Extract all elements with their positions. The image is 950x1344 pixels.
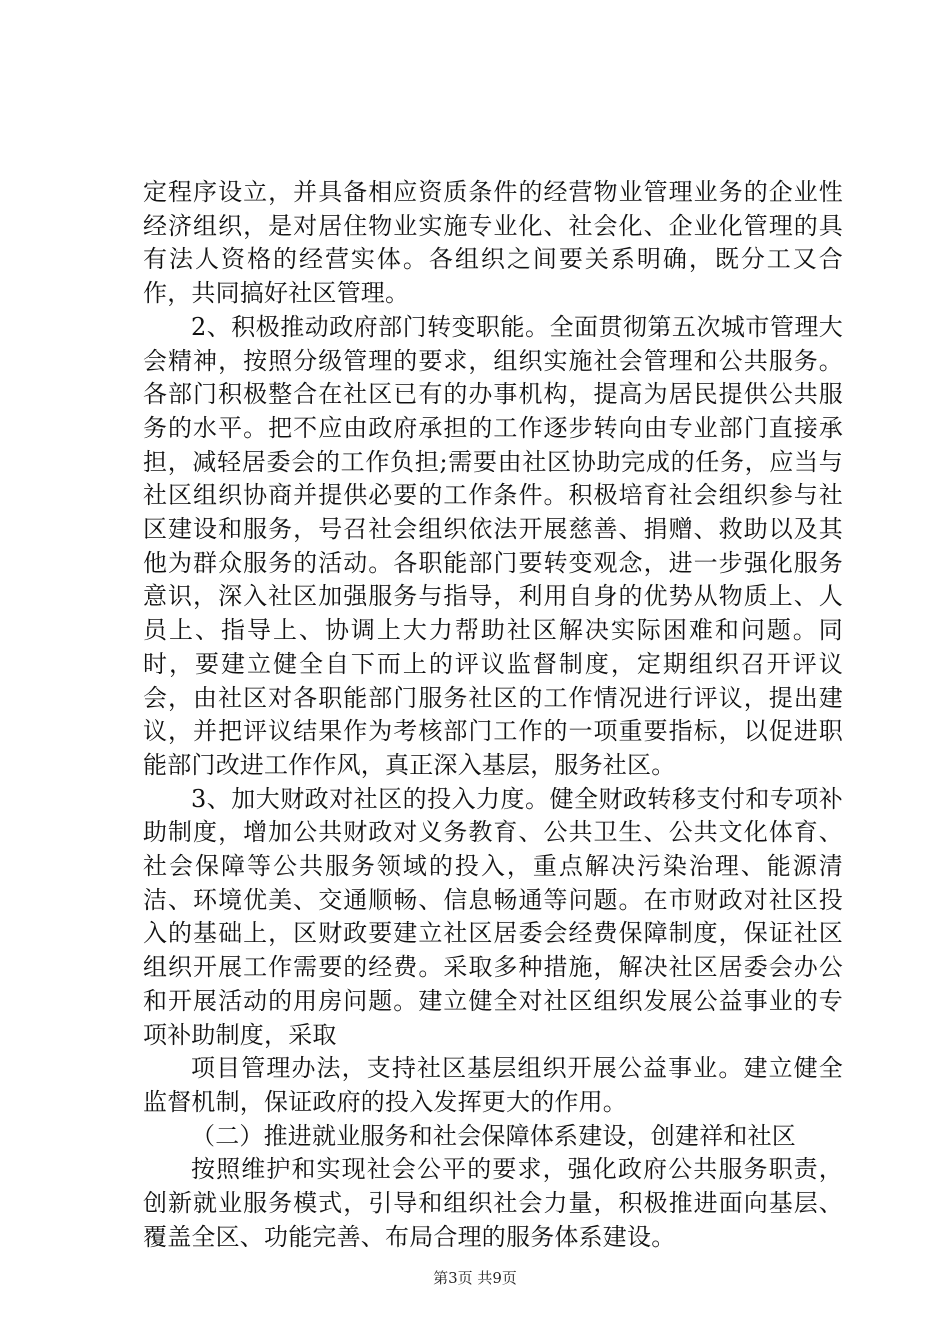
paragraph-employment-services: 按照维护和实现社会公平的要求，强化政府公共服务职责，创新就业服务模式，引导和组织社会力量，积极推进面向基层、覆盖全区、功能完善、布局合理的服务体系建设。 (143, 1155, 843, 1251)
paragraph-item-3: 3、加大财政对社区的投入力度。健全财政转移支付和专项补助制度，增加公共财政对义务教育、公共卫生、公共文化体育、社会保障等公共服务领域的投入，重点解决污染治理、能源清洁、环境优美、交通顺畅、信息畅通等问题。在市财政对社区投入的基础上，区财政要建立社区居委会经费保障制度，保证社区组织开展工作需要的经费。采取多种措施，解决社区居委会办公和开展活动的用房问题。建立健全对社区组织发展公益事业的专项补助制度，采取 (143, 784, 843, 1049)
document-body (143, 176, 843, 1255)
page-footer: 第3页 共9页 (433, 1269, 517, 1287)
paragraph-continuation: 定程序设立，并具备相应资质条件的经营物业管理业务的企业性经济组织，是对居住物业实施专业化、社会化、企业化管理的具有法人资格的经营实体。各组织之间要关系明确，既分工又合作，共同搞好社区管理。 (143, 178, 843, 308)
paragraph-project-management: 项目管理办法，支持社区基层组织开展公益事业。建立健全监督机制，保证政府的投入发挥更大的作用。 (143, 1054, 843, 1116)
paragraph-item-2: 2、积极推动政府部门转变职能。全面贯彻第五次城市管理大会精神，按照分级管理的要求，组织实施社会管理和公共服务。各部门积极整合在社区已有的办事机构，提高为居民提供公共服务的水平。把不应由政府承担的工作逐步转向由专业部门直接承担，减轻居委会的工作负担;需要由社区协助完成的任务，应当与社区组织协商并提供必要的工作条件。积极培育社会组织参与社区建设和服务，号召社会组织依法开展慈善、捐赠、救助以及其他为群众服务的活动。各职能部门要转变观念，进一步强化服务意识，深入社区加强服务与指导，利用自身的优势从物质上、人员上、指导上、协调上大力帮助社区解决实际困难和问题。同时，要建立健全自下而上的评议监督制度，定期组织召开评议会，由社区对各职能部门服务社区的工作情况进行评议，提出建议，并把评议结果作为考核部门工作的一项重要指标，以促进职能部门改进工作作风，真正深入基层，服务社区。 (143, 312, 843, 779)
section-heading-2: （二）推进就业服务和社会保障体系建设，创建祥和社区 (191, 1121, 796, 1150)
